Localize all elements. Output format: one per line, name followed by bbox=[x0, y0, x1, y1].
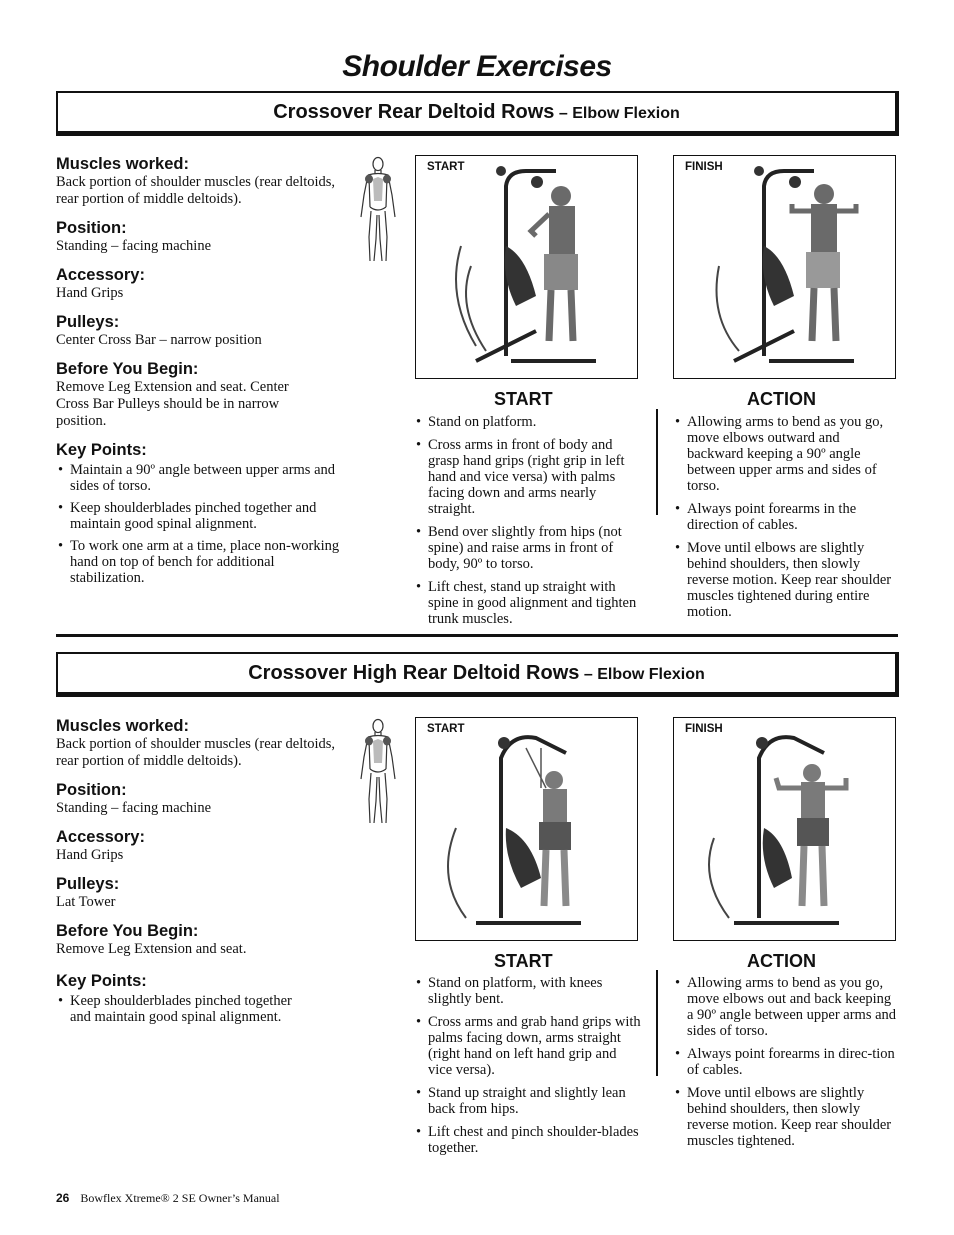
photo-finish-label: FINISH bbox=[685, 723, 723, 735]
pulleys-text: Lat Tower bbox=[56, 894, 116, 910]
exercise-1-header bbox=[56, 91, 899, 136]
anatomy-figure-icon bbox=[355, 155, 401, 265]
list-item: • Lift chest, stand up straight with spine in good alignment and tighten trunk muscles. bbox=[414, 579, 644, 627]
list-item: • Move until elbows are slightly behind shoulders, then slowly reverse motion. Keep rear shoulder muscles tightened during entire motion. bbox=[673, 540, 897, 620]
exercise-2-start-steps bbox=[414, 973, 644, 1163]
list-item: • To work one arm at a time, place non-working hand on top of bench for additional stabilization. bbox=[56, 538, 346, 586]
list-item: • Bend over slightly from hips (not spine) and raise arms in front of body, 90º to torso. bbox=[414, 524, 644, 572]
muscles-label: Muscles worked: bbox=[56, 717, 189, 735]
list-item: • Lift chest and pinch shoulder-blades together. bbox=[414, 1124, 644, 1156]
exercise-1-subtitle: – Elbow Flexion bbox=[558, 105, 680, 122]
exercise-1-finish-photo bbox=[673, 155, 896, 379]
key-points-list bbox=[56, 462, 346, 586]
list-item: • Move until elbows are slightly behind shoulders, then slowly reverse motion. Keep rear shoulder muscles tightened. bbox=[673, 1085, 897, 1149]
anatomy-figure-icon bbox=[355, 717, 401, 827]
accessory-label: Accessory: bbox=[56, 266, 145, 284]
muscles-label: Muscles worked: bbox=[56, 155, 189, 173]
pulleys-label: Pulleys: bbox=[56, 875, 120, 893]
list-item: • Cross arms and grab hand grips with palms facing down, arms straight (right hand on left hand grip and vice versa). bbox=[414, 1014, 644, 1078]
exercise-2-subtitle: – Elbow Flexion bbox=[583, 666, 705, 683]
list-item: • Allowing arms to bend as you go, move elbows out and back keeping a 90º angle between upper arms and sides of torso. bbox=[673, 975, 897, 1039]
exercise-1-details bbox=[56, 155, 346, 597]
list-item: • Stand on platform. bbox=[414, 414, 644, 430]
position-label: Position: bbox=[56, 219, 127, 237]
before-text: Remove Leg Extension and seat. bbox=[56, 941, 247, 957]
pulleys-text: Center Cross Bar – narrow position bbox=[56, 332, 262, 348]
list-item: • Cross arms in front of body and grasp hand grips (right grip in left hand and vice versa) with palms facing down and arms nearly straight. bbox=[414, 437, 644, 517]
list-item: • Maintain a 90º angle between upper arms and sides of torso. bbox=[56, 462, 346, 494]
accessory-label: Accessory: bbox=[56, 828, 145, 846]
key-points-label: Key Points: bbox=[56, 441, 147, 459]
key-points-label: Key Points: bbox=[56, 972, 147, 990]
muscles-text: Back portion of shoulder muscles (rear deltoids, rear portion of middle deltoids). bbox=[56, 174, 336, 207]
photo-start-label: START bbox=[427, 723, 465, 735]
accessory-text: Hand Grips bbox=[56, 847, 124, 863]
accessory-text: Hand Grips bbox=[56, 285, 124, 301]
list-item: • Stand on platform, with knees slightly bent. bbox=[414, 975, 644, 1007]
muscles-text: Back portion of shoulder muscles (rear deltoids, rear portion of middle deltoids). bbox=[56, 736, 336, 769]
exercise-2-action-steps bbox=[673, 973, 897, 1156]
key-points-list bbox=[56, 993, 306, 1025]
position-text: Standing – facing machine bbox=[56, 238, 212, 254]
list-item: • Stand up straight and slightly lean back from hips. bbox=[414, 1085, 644, 1117]
before-text: Remove Leg Extension and seat. Center Cross Bar Pulleys should be in narrow position. bbox=[56, 379, 289, 429]
list-item: • Always point forearms in the direction of cables. bbox=[673, 501, 897, 533]
column-divider bbox=[656, 409, 658, 515]
before-label: Before You Begin: bbox=[56, 360, 199, 378]
exercise-2-start-photo bbox=[415, 717, 638, 941]
action-heading: ACTION bbox=[747, 389, 816, 409]
position-label: Position: bbox=[56, 781, 127, 799]
start-heading: START bbox=[494, 951, 553, 971]
pulleys-label: Pulleys: bbox=[56, 313, 120, 331]
exercise-1-name: Crossover Rear Deltoid Rows bbox=[273, 101, 555, 123]
page-footer bbox=[56, 1191, 280, 1206]
start-heading: START bbox=[494, 389, 553, 409]
exercise-2-details bbox=[56, 717, 346, 1036]
list-item: • Keep shoulderblades pinched together and maintain good spinal alignment. bbox=[56, 993, 306, 1025]
exercise-1-start-steps bbox=[414, 412, 644, 634]
list-item: • Allowing arms to bend as you go, move elbows outward and backward keeping a 90º angle between upper arms and sides of torso. bbox=[673, 414, 897, 494]
list-item: • Keep shoulderblades pinched together and maintain good spinal alignment. bbox=[56, 500, 346, 532]
list-item: • Always point forearms in direc-tion of cables. bbox=[673, 1046, 897, 1078]
column-divider bbox=[656, 970, 658, 1076]
exercise-2-name: Crossover High Rear Deltoid Rows bbox=[248, 662, 580, 684]
page-title: Shoulder Exercises bbox=[342, 50, 612, 83]
page-number: 26 bbox=[56, 1191, 70, 1205]
exercise-1-start-photo bbox=[415, 155, 638, 379]
before-label: Before You Begin: bbox=[56, 922, 199, 940]
exercise-1-action-steps bbox=[673, 412, 897, 627]
photo-finish-label: FINISH bbox=[685, 161, 723, 173]
photo-start-label: START bbox=[427, 161, 465, 173]
exercise-2-finish-photo bbox=[673, 717, 896, 941]
position-text: Standing – facing machine bbox=[56, 800, 212, 816]
action-heading: ACTION bbox=[747, 951, 816, 971]
section-divider bbox=[56, 634, 898, 637]
manual-title: Bowflex Xtreme® 2 SE Owner’s Manual bbox=[80, 1191, 280, 1205]
exercise-2-header bbox=[56, 652, 899, 697]
